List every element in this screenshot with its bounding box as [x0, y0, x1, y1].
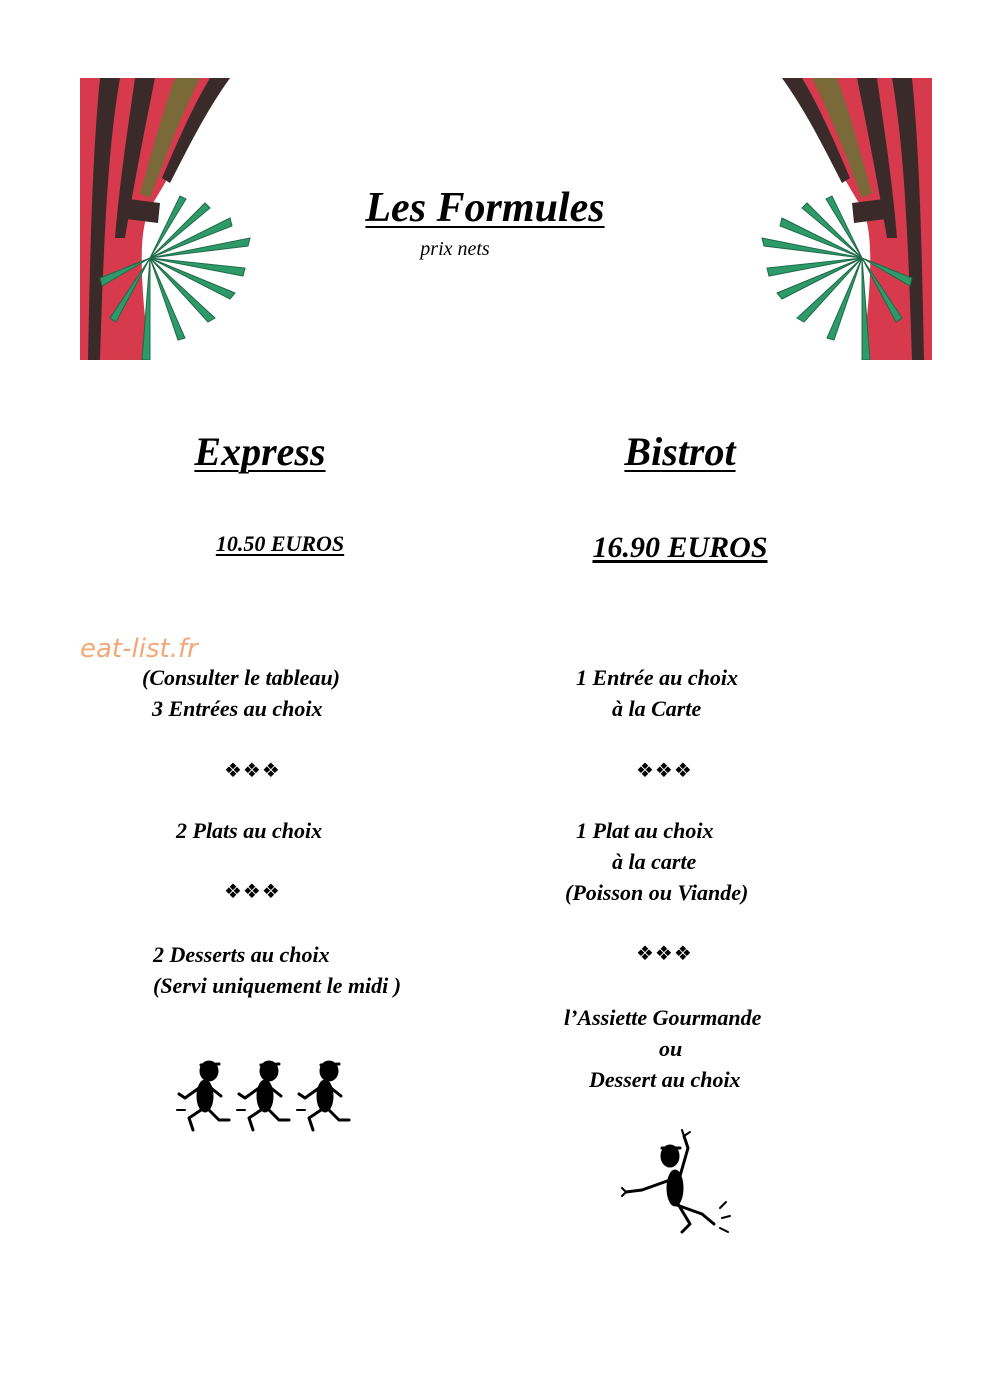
- express-line-midi: (Servi uniquement le midi ): [153, 973, 402, 998]
- page-subtitle: prix nets: [420, 238, 490, 260]
- watermark: eat-list.fr: [80, 634, 198, 664]
- bistrot-line-carte-1: à la Carte: [612, 696, 702, 721]
- express-line-entrees: 3 Entrées au choix: [152, 696, 323, 721]
- express-separator-2: ❖❖❖: [224, 879, 281, 903]
- bistrot-line-carte-2: à la carte: [612, 849, 697, 874]
- bistrot-separator-1: ❖❖❖: [636, 758, 693, 782]
- express-line-plats: 2 Plats au choix: [176, 818, 323, 843]
- jumping-figure-icon: [620, 1128, 740, 1238]
- bistrot-line-entree: 1 Entrée au choix: [576, 665, 738, 690]
- bistrot-separator-2: ❖❖❖: [636, 941, 693, 965]
- express-line-desserts: 2 Desserts au choix: [153, 942, 330, 967]
- bistrot-line-assiette: l’Assiette Gourmande: [564, 1005, 762, 1030]
- bistrot-price: 16.90 EUROS: [592, 531, 768, 564]
- express-separator-1: ❖❖❖: [224, 758, 281, 782]
- bistrot-line-plat: 1 Plat au choix: [576, 818, 714, 843]
- bistrot-line-poisson: (Poisson ou Viande): [565, 880, 749, 905]
- bistrot-line-ou: ou: [659, 1036, 683, 1061]
- express-price: 10.50 EUROS: [215, 531, 345, 556]
- express-line-consulter: (Consulter le tableau): [142, 665, 341, 690]
- bistrot-line-dessert: Dessert au choix: [589, 1067, 741, 1092]
- bistrot-title: Bistrot: [624, 429, 736, 474]
- express-title: Express: [194, 429, 326, 474]
- right-curtain-icon: [760, 78, 932, 360]
- running-figures-icon: [175, 1058, 365, 1136]
- page-title: Les Formules: [365, 185, 605, 231]
- left-curtain-icon: [80, 78, 252, 360]
